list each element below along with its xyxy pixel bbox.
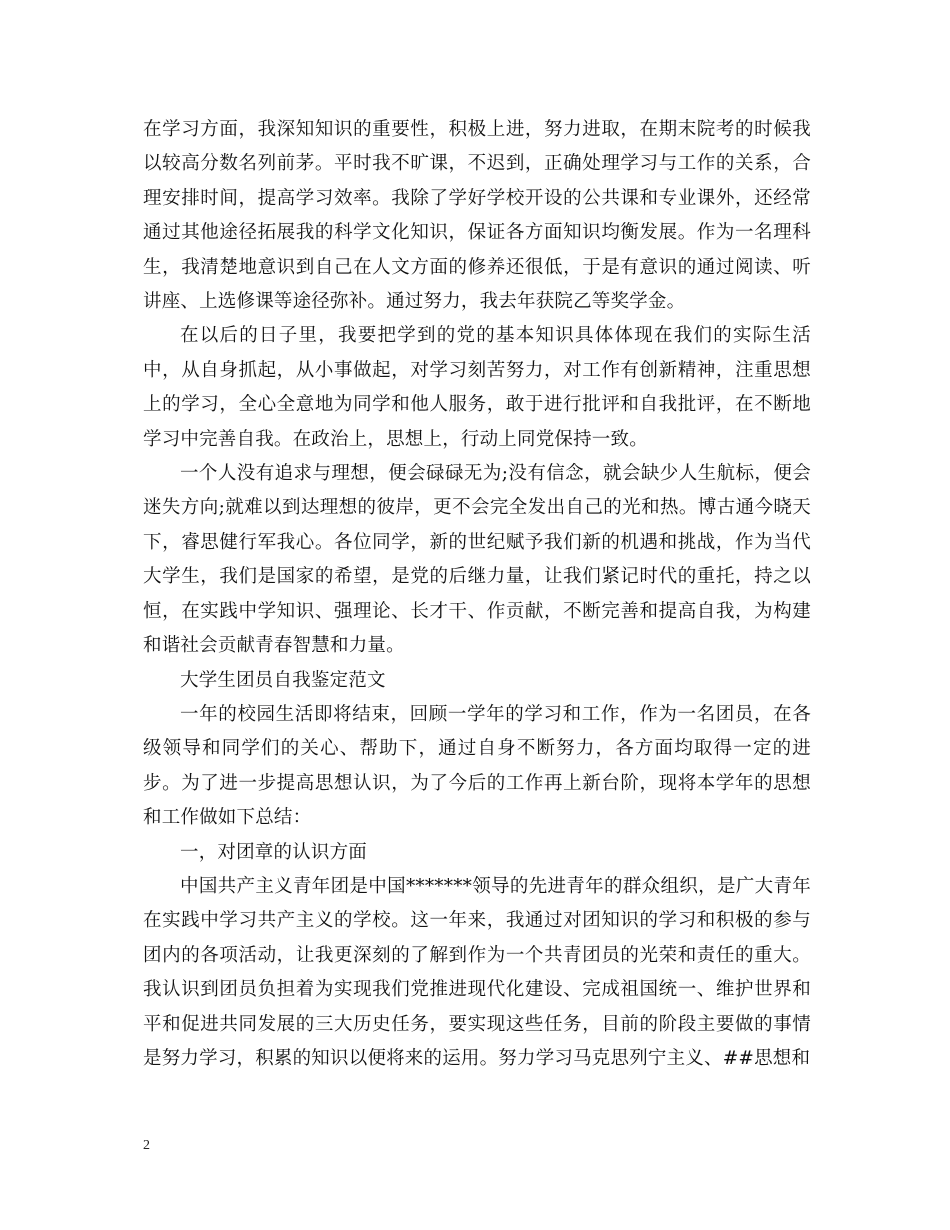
paragraph-intro: 一年的校园生活即将结束，回顾一学年的学习和工作，作为一名团员，在各级领导和同学们的关心、帮助下，通过自身不断努力，各方面均取得一定的进步。为了进一步提高思想认识，为了今后的工作再上新台阶，现将本学年的思想和工作做如下总结： <box>143 703 811 829</box>
document-body <box>143 113 811 1076</box>
paragraph-study: 在学习方面，我深知知识的重要性，积极上进，努力进取，在期末院考的时候我以较高分数名列前茅。平时我不旷课，不迟到，正确处理学习与工作的关系，合理安排时间，提高学习效率。我除了学好学校开设的公共课和专业课外，还经常通过其他途径拓展我的科学文化知识，保证各方面知识均衡发展。作为一名理科生，我清楚地意识到自己在人文方面的修养还很低，于是有意识的通过阅读、听讲座、上选修课等途径弥补。通过努力，我去年获院乙等奖学金。 <box>143 119 811 313</box>
page-number: 2 <box>143 1138 150 1153</box>
section-heading-charter: 一，对团章的认识方面 <box>180 841 368 863</box>
paragraph-ideals: 一个人没有追求与理想，便会碌碌无为;没有信念，就会缺少人生航标，便会迷失方向;就难以到达理想的彼岸，更不会完全发出自己的光和热。博古通今晓天下，睿思健行军我心。各位同学，新的世纪赋予我们新的机遇和挑战，作为当代大学生，我们是国家的希望，是党的后继力量，让我们紧记时代的重托，持之以恒，在实践中学知识、强理论、长才干、作贡献，不断完善和提高自我，为构建和谐社会贡献青春智慧和力量。 <box>143 463 811 657</box>
paragraph-charter: 中国共产主义青年团是中国*******领导的先进青年的群众组织，是广大青年在实践中学习共产主义的学校。这一年来，我通过对团知识的学习和积极的参与团内的各项活动，让我更深刻的了解到作为一个共青团员的光荣和责任的重大。我认识到团员负担着为实现我们党推进现代化建设、完成祖国统一、维护世界和平和促进共同发展的三大历史任务，要实现这些任务，目前的阶段主要做的事情是努力学习，积累的知识以便将来的运用。努力学习马克思列宁主义、##思想和 <box>143 875 811 1069</box>
section-title: 大学生团员自我鉴定范文 <box>180 669 386 691</box>
paragraph-future: 在以后的日子里，我要把学到的党的基本知识具体体现在我们的实际生活中，从自身抓起，从小事做起，对学习刻苦努力，对工作有创新精神，注重思想上的学习，全心全意地为同学和他人服务，敢于进行批评和自我批评，在不断地学习中完善自我。在政治上，思想上，行动上同党保持一致。 <box>143 325 811 450</box>
